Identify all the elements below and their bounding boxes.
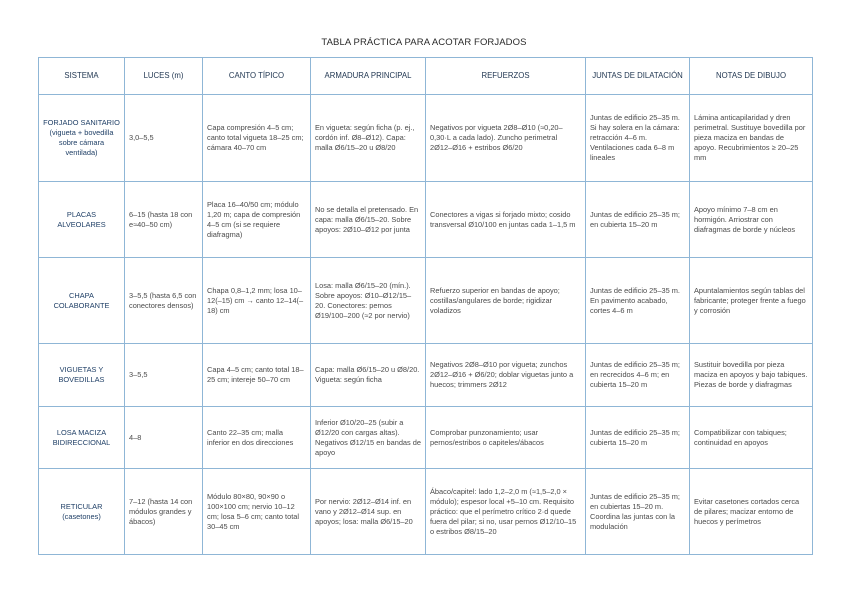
cell-notas: Compatibilizar con tabiques; continuidad en apoyos [690,407,813,469]
cell-armadura: No se detalla el pretensado. En capa: malla Ø6/15–20. Sobre apoyos: 2Ø10–Ø12 por junta [311,182,426,258]
cell-sistema: CHAPA COLABORANTE [39,258,125,344]
cell-notas: Lámina anticapilaridad y dren perimetral. Sustituye bovedilla por pieza maciza en bandas de apoyo. Recubrimientos ≥ 20–25 mm [690,95,813,182]
cell-armadura: Losa: malla Ø6/15–20 (mín.). Sobre apoyos: Ø10–Ø12/15–20. Conectores: pernos Ø19/100–200 (≈2 por nervio) [311,258,426,344]
table-row [39,469,813,555]
cell-armadura: Capa: malla Ø6/15–20 u Ø8/20. Vigueta: según ficha [311,344,426,407]
cell-juntas: Juntas de edificio 25–35 m. Si hay solera en la cámara: retracción 4–6 m. Ventilaciones cada 6–8 m lineales [586,95,690,182]
cell-notas: Evitar casetones cortados cerca de pilares; macizar entorno de huecos y perímetros [690,469,813,555]
cell-luces: 4–8 [125,407,203,469]
cell-luces: 6–15 (hasta 18 con e≈40–50 cm) [125,182,203,258]
cell-juntas: Juntas de edificio 25–35 m; en recrecidos 4–6 m; en cubierta 15–20 m [586,344,690,407]
cell-refuerzos: Conectores a vigas si forjado mixto; cosido transversal Ø10/100 en juntas cada 1–1,5 m [426,182,586,258]
cell-juntas: Juntas de edificio 25–35 m. En pavimento acabado, cortes 4–6 m [586,258,690,344]
cell-refuerzos: Comprobar punzonamiento; usar pernos/estribos o capiteles/ábacos [426,407,586,469]
cell-notas: Sustituir bovedilla por pieza maciza en apoyos y bajo tabiques. Piezas de borde y diafragmas [690,344,813,407]
cell-juntas: Juntas de edificio 25–35 m; en cubierta 15–20 m [586,182,690,258]
cell-sistema: LOSA MACIZA BIDIRECCIONAL [39,407,125,469]
table-row [39,344,813,407]
cell-juntas: Juntas de edificio 25–35 m; cubierta 15–20 m [586,407,690,469]
header-sistema: SISTEMA [39,58,125,95]
cell-refuerzos: Ábaco/capitel: lado 1,2–2,0 m (≈1,5–2,0 × módulo); espesor local +5–10 cm. Requisito práctico: que el perímetro crítico 2·d quede fuera del pilar; si no, usar pernos Ø12/10–15 o estribos Ø8/15–20 [426,469,586,555]
header-canto: CANTO TÍPICO [203,58,311,95]
cell-juntas: Juntas de edificio 25–35 m; en cubiertas 15–20 m. Coordina las juntas con la modulación [586,469,690,555]
cell-canto: Capa compresión 4–5 cm; canto total vigueta 18–25 cm; cámara 40–70 cm [203,95,311,182]
cell-armadura: Inferior Ø10/20–25 (subir a Ø12/20 con cargas altas). Negativos Ø12/15 en bandas de apoyo [311,407,426,469]
cell-canto: Canto 22–35 cm; malla inferior en dos direcciones [203,407,311,469]
cell-sistema: FORJADO SANITARIO (vigueta + bovedilla sobre cámara ventilada) [39,95,125,182]
page-title: TABLA PRÁCTICA PARA ACOTAR FORJADOS [321,37,527,48]
table-row [39,258,813,344]
cell-notas: Apoyo mínimo 7–8 cm en hormigón. Arriostrar con diafragmas de borde y núcleos [690,182,813,258]
header-armadura: ARMADURA PRINCIPAL [311,58,426,95]
cell-armadura: En vigueta: según ficha (p. ej., cordón inf. Ø8–Ø12). Capa: malla Ø6/15–20 u Ø8/20 [311,95,426,182]
cell-canto: Placa 16–40/50 cm; módulo 1,20 m; capa de compresión 4–5 cm (si se requiere diafragma) [203,182,311,258]
cell-refuerzos: Negativos 2Ø8–Ø10 por vigueta; zunchos 2Ø12–Ø16 + Ø6/20; doblar viguetas junto a huecos; trimmers 2Ø12 [426,344,586,407]
cell-armadura: Por nervio: 2Ø12–Ø14 inf. en vano y 2Ø12–Ø14 sup. en apoyos; losa: malla Ø6/15–20 [311,469,426,555]
cell-sistema: VIGUETAS Y BOVEDILLAS [39,344,125,407]
header-row [39,58,813,95]
cell-luces: 3–5,5 [125,344,203,407]
cell-canto: Módulo 80×80, 90×90 o 100×100 cm; nervio 10–12 cm; losa 5–6 cm; canto total 30–45 cm [203,469,311,555]
cell-canto: Chapa 0,8–1,2 mm; losa 10–12(–15) cm → canto 12–14(–18) cm [203,258,311,344]
cell-sistema: RETICULAR (casetones) [39,469,125,555]
table-row [39,407,813,469]
cell-notas: Apuntalamientos según tablas del fabricante; proteger frente a fuego y corrosión [690,258,813,344]
cell-luces: 7–12 (hasta 14 con módulos grandes y ábacos) [125,469,203,555]
header-refuerzos: REFUERZOS [426,58,586,95]
header-notas: NOTAS DE DIBUJO [690,58,813,95]
table-row [39,182,813,258]
cell-canto: Capa 4–5 cm; canto total 18–25 cm; intereje 50–70 cm [203,344,311,407]
header-luces: LUCES (m) [125,58,203,95]
cell-sistema: PLACAS ALVEOLARES [39,182,125,258]
cell-luces: 3,0–5,5 [125,95,203,182]
cell-refuerzos: Negativos por vigueta 2Ø8–Ø10 (≈0,20–0,30·L a cada lado). Zuncho perimetral 2Ø12–Ø16 + estribos Ø6/20 [426,95,586,182]
cell-luces: 3–5,5 (hasta 6,5 con conectores densos) [125,258,203,344]
table-row [39,95,813,182]
cell-refuerzos: Refuerzo superior en bandas de apoyo; costillas/angulares de borde; rigidizar voladizos [426,258,586,344]
forjados-table [38,57,813,555]
header-juntas: JUNTAS DE DILATACIÓN [586,58,690,95]
